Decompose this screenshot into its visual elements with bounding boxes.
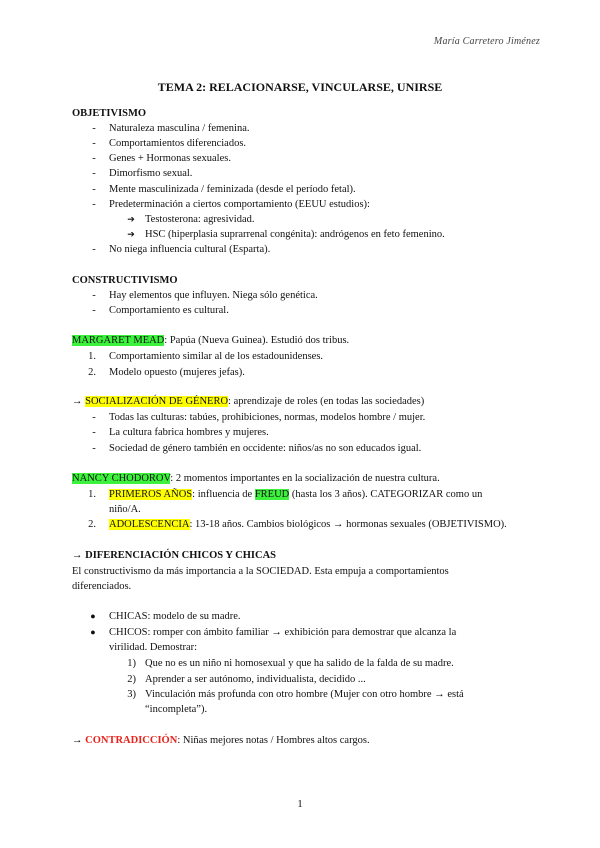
list-item-continuation: virilidad. Demostrar: [109, 642, 198, 653]
numbered-item: Comportamiento similar al de los estadounidenses. [109, 351, 324, 362]
sub-list-number: 3) [127, 689, 136, 700]
dash-bullet: - [92, 443, 96, 454]
arrow-bullet-icon: ➔ [127, 229, 135, 239]
sub-list-item-continuation: “incompleta”). [145, 704, 208, 715]
sub-list-item: HSC (hiperplasia suprarrenal congénita): andrógenos en feto femenino. [145, 229, 445, 240]
highlight-adolescencia: ADOLESCENCIA [109, 519, 190, 530]
dash-bullet: - [92, 184, 96, 195]
list-item: Mente masculinizada / feminizada (desde el período fetal). [109, 184, 356, 195]
list-item: Sociedad de género también en occidente: niños/as no son educados igual. [109, 443, 422, 454]
list-number: 1. [88, 489, 96, 500]
list-item: CHICAS: modelo de su madre. [109, 611, 241, 622]
dash-bullet: - [92, 138, 96, 149]
contradiccion-text: : Niñas mejores notas / Hombres altos cargos. [177, 735, 370, 746]
sub-list-number: 1) [127, 658, 136, 669]
page-title: TEMA 2: RELACIONARSE, VINCULARSE, UNIRSE [157, 80, 443, 94]
dash-bullet: - [92, 244, 96, 255]
highlight-primeros-anos: PRIMEROS AÑOS [109, 489, 193, 500]
highlight-socializacion: SOCIALIZACIÓN DE GÉNERO [85, 396, 229, 407]
list-item: Predeterminación a ciertos comportamiento (EEUU estudios): [109, 199, 370, 210]
list-number: 2. [88, 519, 96, 530]
author-signature: María Carretero Jiménez [433, 36, 540, 47]
highlight-freud: FREUD [254, 489, 290, 500]
list-item: CHICOS: romper con ámbito familiar → exhibición para demostrar que alcanza la [109, 627, 457, 638]
section-heading-objetivismo: OBJETIVISMO [72, 108, 147, 119]
chodorov-text: : 2 momentos importantes en la socialización de nuestra cultura. [170, 473, 440, 484]
paragraph-line: diferenciados. [72, 581, 132, 592]
bullet-dot-icon: ● [90, 627, 96, 637]
dash-bullet: - [92, 290, 96, 301]
page-number: 1 [297, 798, 303, 810]
list-item: Genes + Hormonas sexuales. [109, 153, 231, 164]
list-item: Comportamientos diferenciados. [109, 138, 247, 149]
mead-text: : Papúa (Nueva Guinea). Estudió dos tribus. [164, 335, 350, 346]
arrow-bullet-icon: ➔ [127, 214, 135, 224]
section-heading-constructivismo: CONSTRUCTIVISMO [72, 275, 178, 286]
numbered-item: PRIMEROS AÑOS: influencia de FREUD (hasta los 3 años). CATEGORIZAR como un [109, 489, 483, 500]
paragraph-line: El constructivismo da más importancia a la SOCIEDAD. Esta empuja a comportamientos [72, 566, 449, 577]
mead-paragraph [72, 335, 349, 346]
arrow-icon: → [72, 735, 86, 746]
sub-list-item: Que no es un niño ni homosexual y que ha salido de la falda de su madre. [145, 658, 454, 669]
list-item: La cultura fabrica hombres y mujeres. [109, 427, 269, 438]
dash-bullet: - [92, 412, 96, 423]
numbered-item: Modelo opuesto (mujeres jefas). [109, 367, 245, 378]
contradiccion-paragraph [72, 735, 370, 746]
contradiccion-label: CONTRADICCIÓN [85, 735, 178, 746]
dash-bullet: - [92, 427, 96, 438]
dash-bullet: - [92, 153, 96, 164]
list-number: 1. [88, 351, 96, 362]
highlight-margaret-mead: MARGARET MEAD [72, 335, 165, 346]
numbered-item: ADOLESCENCIA: 13-18 años. Cambios biológicos → hormonas sexuales (OBJETIVISMO). [109, 519, 507, 530]
list-item: Hay elementos que influyen. Niega sólo genética. [109, 290, 318, 301]
bullet-dot-icon: ● [90, 611, 96, 621]
chodorov-paragraph [72, 473, 440, 484]
list-item: Dimorfismo sexual. [109, 168, 193, 179]
list-number: 2. [88, 367, 96, 378]
socializacion-text: : aprendizaje de roles (en todas las sociedades) [228, 396, 425, 407]
sub-list-number: 2) [127, 674, 136, 685]
section-heading-diferenciacion: → DIFERENCIACIÓN CHICOS Y CHICAS [72, 550, 276, 561]
list-item: Naturaleza masculina / femenina. [109, 123, 250, 134]
numbered-item-continuation: niño/A. [109, 504, 141, 515]
dash-bullet: - [92, 199, 96, 210]
dash-bullet: - [92, 168, 96, 179]
list-item: Comportamiento es cultural. [109, 305, 229, 316]
sub-list-item: Aprender a ser autónomo, individualista, decidido ... [145, 674, 366, 685]
sub-list-item: Testosterona: agresividad. [145, 214, 255, 225]
sub-list-item: Vinculación más profunda con otro hombre (Mujer con otro hombre → está [145, 689, 464, 700]
socializacion-paragraph [72, 396, 424, 407]
highlight-nancy-chodorov: NANCY CHODOROV [72, 473, 171, 484]
arrow-icon: → [72, 396, 86, 407]
list-item: No niega influencia cultural (Esparta). [109, 244, 271, 255]
dash-bullet: - [92, 305, 96, 316]
dash-bullet: - [92, 123, 96, 134]
list-item: Todas las culturas: tabúes, prohibiciones, normas, modelos hombre / mujer. [109, 412, 426, 423]
